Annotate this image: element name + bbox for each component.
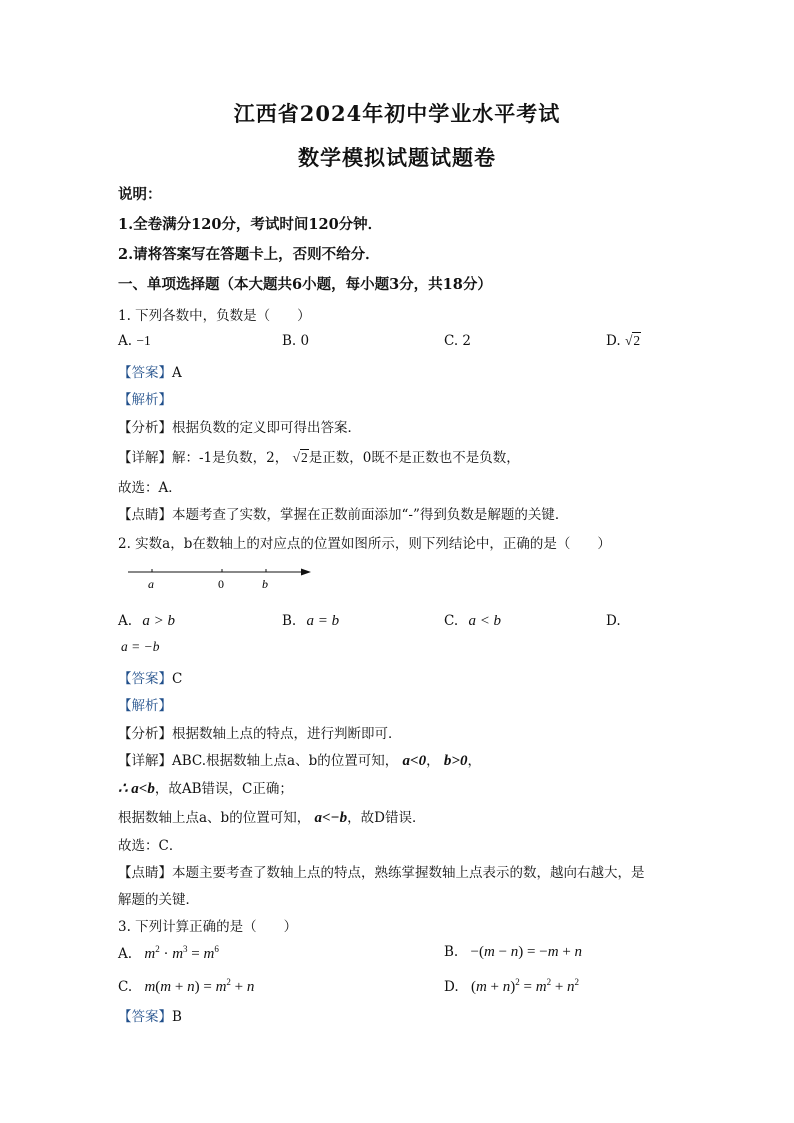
q2-detail-1-sep: ， <box>426 753 440 769</box>
q1-option-a <box>118 333 151 349</box>
q1-detail-part1: 解：-1是负数，2， <box>172 450 289 466</box>
fenxi-tag: 【分析】 <box>118 420 172 436</box>
q1-choose: 故选：A． <box>118 480 182 496</box>
q3-option-b-math: −(m − n) = −m + n <box>470 944 583 960</box>
q1-option-c: C. 2 <box>444 333 472 349</box>
q2-option-d-math: a = −b <box>121 639 160 654</box>
doc-title: 江西省2024年初中学业水平考试 <box>233 101 561 126</box>
q1-option-a-value: −1 <box>136 333 151 348</box>
q2-jiexi-tag: 【解析】 <box>118 698 172 714</box>
q3-option-d <box>444 977 579 996</box>
axis-label-b: b <box>262 577 268 591</box>
sqrt-symbol: √2 <box>292 450 308 465</box>
q3-option-b-label: B. <box>444 944 459 960</box>
q2-detail-3 <box>118 806 425 827</box>
notes-heading: 说明： <box>118 186 162 203</box>
q1-jiexi-tag: 【解析】 <box>118 392 172 408</box>
xiangjie-tag: 【详解】 <box>118 450 172 466</box>
sqrt-radicand: 2 <box>633 333 641 348</box>
q1-answer <box>118 361 182 381</box>
fenxi-tag: 【分析】 <box>118 726 172 742</box>
q2-detail-1 <box>118 749 481 770</box>
q1-dianjing-text: 本题考查了实数，掌握在正数前面添加“-”得到负数是解题的关键． <box>172 507 569 523</box>
q3-option-b <box>444 944 582 961</box>
q2-detail-3-math: a<−b <box>314 810 348 826</box>
q2-option-b-math: a = b <box>306 613 340 629</box>
q2-detail-1-end: ， <box>467 753 481 769</box>
q2-option-b <box>282 613 339 630</box>
dianjing-tag: 【点睛】 <box>118 865 172 881</box>
sqrt-symbol: √2 <box>624 333 641 348</box>
q2-option-a <box>118 613 175 630</box>
q1-option-b: B. 0 <box>282 333 310 349</box>
answer-tag: 【答案】 <box>118 365 172 381</box>
q1-detail-part2: 是正数，0既不是正数也不是负数， <box>308 450 520 466</box>
q1-option-a-label: A. <box>118 333 137 349</box>
q3-stem: 3. 下列计算正确的是（ ） <box>118 919 298 935</box>
q2-detail-1-math-2: b>0 <box>443 753 468 769</box>
q2-option-c-math: a < b <box>468 613 502 629</box>
q3-option-c-label: C. <box>118 979 133 995</box>
q2-choose: 故选：C． <box>118 838 183 854</box>
q2-option-a-label: A. <box>118 613 133 629</box>
q2-detail-1-math-1: a<0 <box>402 753 427 769</box>
answer-tag: 【答案】 <box>118 1009 172 1025</box>
q3-option-c <box>118 977 254 996</box>
q3-option-c-math: $m(m + n) = m^2 + n$ <box>144 977 255 995</box>
q2-detail-3-end: ，故D错误． <box>347 810 426 826</box>
xiangjie-tag: 【详解】 <box>118 753 172 769</box>
dianjing-tag: 【点睛】 <box>118 507 172 523</box>
arrow-icon <box>301 569 311 576</box>
q3-option-d-label: D. <box>444 979 459 995</box>
doc-subtitle: 数学模拟试题试题卷 <box>298 145 496 170</box>
q2-option-c-label: C. <box>444 613 459 629</box>
sqrt-radicand: 2 <box>300 450 308 465</box>
q2-dianjing-2: 解题的关键． <box>118 892 199 908</box>
q2-answer <box>118 667 182 687</box>
q2-detail-2-text: ，故AB错误，C正确； <box>154 781 293 797</box>
q1-fenxi-text: 根据负数的定义即可得出答案． <box>172 420 361 436</box>
q3-answer-value: B <box>172 1009 182 1025</box>
q3-option-a-label: A. <box>118 946 133 962</box>
q2-dianjing-1 <box>118 861 645 881</box>
q1-fenxi <box>118 416 361 436</box>
q1-option-d-label: D. <box>606 333 625 349</box>
q2-option-b-label: B. <box>282 613 297 629</box>
q3-option-d-math: $(m + n)^2 = m^2 + n^2$ <box>470 977 580 995</box>
q1-stem: 1. 下列各数中，负数是（ ） <box>118 308 311 324</box>
axis-label-0: 0 <box>218 577 224 591</box>
q2-detail-3-text: 根据数轴上点a、b的位置可知， <box>118 810 311 826</box>
q2-option-c <box>444 613 501 630</box>
q3-option-a-math: $m^2 \cdot m^3 = m^6$ <box>144 944 219 962</box>
q1-dianjing <box>118 503 568 523</box>
q1-detail <box>118 446 520 466</box>
answer-tag: 【答案】 <box>118 671 172 687</box>
note-1: 1.全卷满分120分，考试时间120分钟． <box>118 216 383 233</box>
q2-option-d-label: D. <box>606 613 621 629</box>
q2-dianjing-text-1: 本题主要考查了数轴上点的特点，熟练掌握数轴上点表示的数，越向右越大，是 <box>172 865 645 881</box>
axis-label-a: a <box>148 577 154 591</box>
q2-fenxi <box>118 722 402 742</box>
q3-answer <box>118 1005 182 1025</box>
q2-detail-2 <box>118 777 293 798</box>
q1-answer-value: A <box>172 365 182 381</box>
q2-detail-1-text: ABC.根据数轴上点a、b的位置可知， <box>172 753 399 769</box>
q2-detail-2-math: ∴ a<b <box>118 781 155 797</box>
note-2: 2.请将答案写在答题卡上，否则不给分． <box>118 246 380 263</box>
section-heading: 一、单项选择题（本大题共6小题，每小题3分，共18分） <box>118 276 492 293</box>
q2-stem: 2. 实数a，b在数轴上的对应点的位置如图所示，则下列结论中，正确的是（ ） <box>118 536 611 552</box>
q2-answer-value: C <box>172 671 183 687</box>
q1-option-d <box>606 333 641 349</box>
q2-option-a-math: a > b <box>142 613 175 629</box>
q2-fenxi-text: 根据数轴上点的特点，进行判断即可． <box>172 726 402 742</box>
number-line-figure <box>125 563 325 597</box>
q3-option-a <box>118 944 219 963</box>
